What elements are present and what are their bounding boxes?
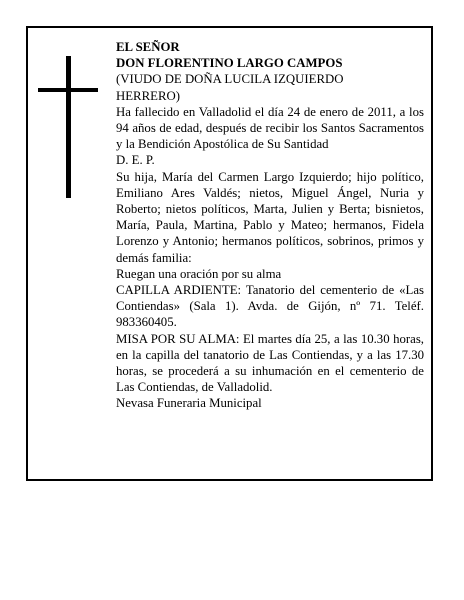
prayer-request: Ruegan una oración por su alma xyxy=(116,266,282,281)
chapel-info: CAPILLA ARDIENTE: Tanatorio del cementerio de «Las Contiendas» (Sala 1). Avda. de Gijón, nº 71. Teléf. 983360405. xyxy=(116,283,424,330)
widower-line-1: (VIUDO DE DOÑA LUCILA IZQUIERDO xyxy=(116,72,344,87)
notice-text xyxy=(116,39,424,412)
family-paragraph: Su hija, María del Carmen Largo Izquierdo; hijo político, Emiliano Ares Valdés; nietos, Miguel Ángel, Nuria y Roberto; nietos políticos, Marta, Julien y Berta; bisnietos, María, Paula, Martina, Pablo y Mateo; hermanos, Fidela Lorenzo y Antonio; hermanos políticos, sobrinos, primos y demás familia: xyxy=(116,169,424,265)
cross-vertical-bar xyxy=(66,56,71,198)
cross-horizontal-bar xyxy=(38,88,98,92)
deceased-name: DON FLORENTINO LARGO CAMPOS xyxy=(116,56,343,71)
widower-line-2: HERRERO) xyxy=(116,88,180,103)
funeral-home: Nevasa Funeraria Municipal xyxy=(116,396,262,411)
obituary-notice xyxy=(26,26,433,481)
mass-info: MISA POR SU ALMA: El martes día 25, a las 10.30 horas, en la capilla del tanatorio de Las Contiendas, y a las 17.30 horas, se procederá a su inhumación en el cementerio de Las Contiendas, de Valladolid. xyxy=(116,331,424,395)
death-paragraph: Ha fallecido en Valladolid el día 24 de enero de 2011, a los 94 años de edad, después de recibir los Santos Sacramentos y la Bendición Apostólica de Su Santidad xyxy=(116,104,424,152)
notice-title: EL SEÑOR xyxy=(116,40,180,54)
rip-text: D. E. P. xyxy=(116,153,155,168)
